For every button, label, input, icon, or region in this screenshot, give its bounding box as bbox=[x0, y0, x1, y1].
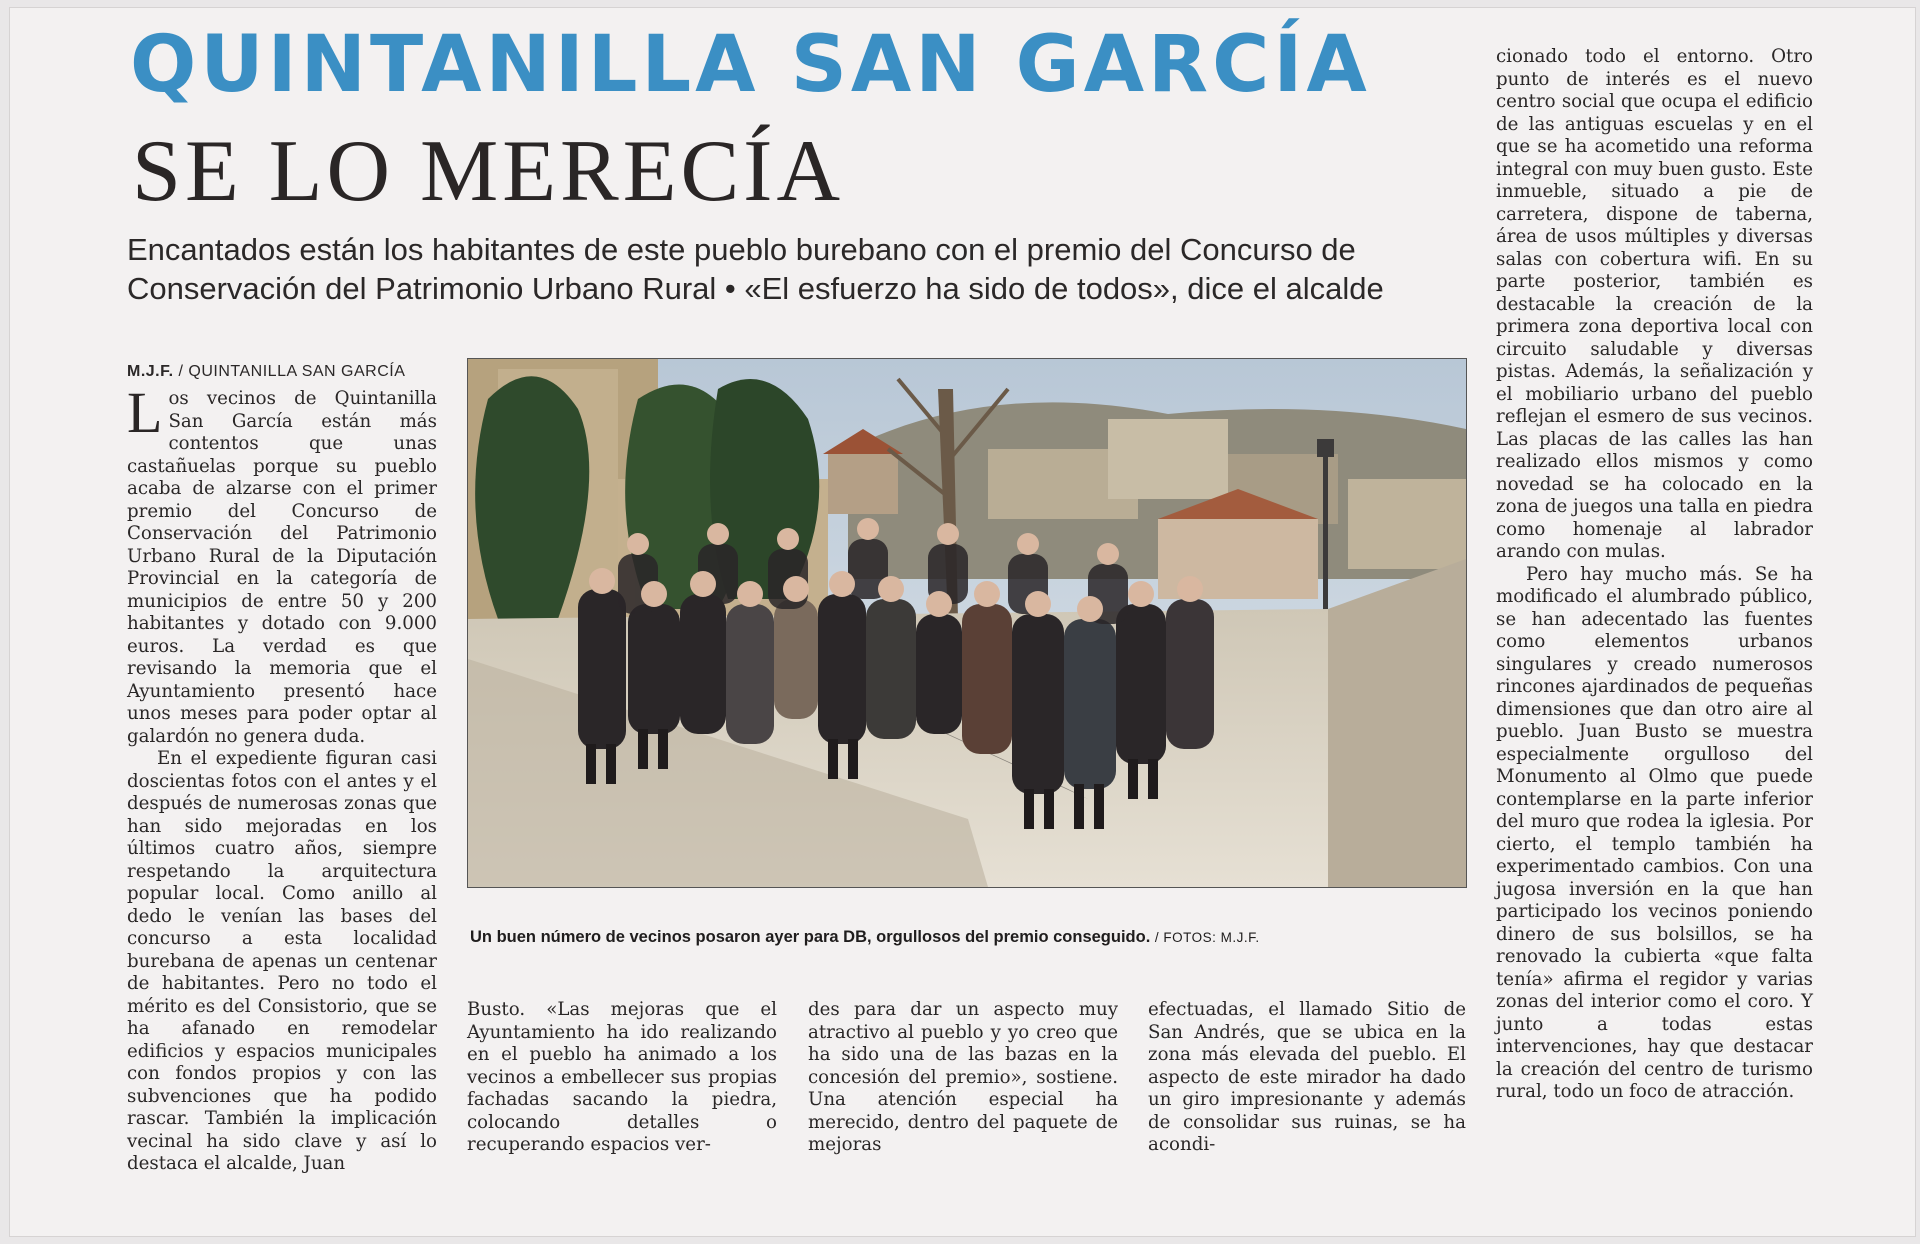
column-1-paragraph-2: En el expediente figuran casi doscientas fotos con el antes y el después de numerosas zonas que han sido mejoradas en los últimos cuatro años, siempre respetando la arquitectura popular local. Como anillo al dedo le venían las bases del concurso a esta localidad burebana de apenas un centenar de habitantes. Pero no todo el mérito es del Consistorio, que se ha afanado en remodelar edificios y espacios municipales con fondos propios y con las subvenciones que ha podido rascar. También la implicación vecinal ha sido clave y así lo destaca el alcalde, Juan bbox=[127, 748, 437, 1174]
column-2 bbox=[467, 999, 777, 1157]
subheadline: SE LO MERECÍA bbox=[132, 123, 844, 220]
column-5-paragraph-2: Pero hay mucho más. Se ha modificado el alumbrado público, se han adecentado las fuentes como elementos urbanos singulares y creado numerosos rincones ajardinados de pequeñas dimensiones que dan otro aire al pueblo. Juan Busto se muestra especialmente orgulloso del Monumento al Olmo que puede contemplarse en la parte inferior del muro que rodea la iglesia. Por cierto, el templo también ha experimentado cambios. Con una jugosa inversión en la que han participado los vecinos poniendo dinero de sus bolsillos, se ha renovado la cubierta «que falta tenía» afirma el regidor y varias zonas del interior como el coro. Y junto a todas estas intervenciones, hay que destacar la creación del centro de turismo rural, todo un foco de atracción. bbox=[1496, 563, 1813, 1102]
column-3 bbox=[808, 999, 1118, 1157]
column-1 bbox=[127, 380, 437, 1176]
caption-text: Un buen número de vecinos posaron ayer para DB, orgullosos del premio conseguido. bbox=[470, 928, 1151, 946]
photo-caption bbox=[470, 928, 1465, 947]
group-photo-illustration bbox=[468, 359, 1466, 887]
lede: Encantados están los habitantes de este pueblo burebano con el premio del Concurso de Conservación del Patrimonio Urbano Rural • «El esfuerzo ha sido de todos», dice el alcalde bbox=[127, 232, 1384, 306]
column-5 bbox=[1496, 46, 1813, 1104]
dropcap: L bbox=[127, 380, 163, 445]
column-2-paragraph: Busto. «Las mejoras que el Ayuntamiento ha ido realizando en el pueblo ha animado a los vecinos a embellecer sus propias fachadas sacando la piedra, colocando detalles o recuperando espacios ver- bbox=[467, 999, 777, 1155]
column-4-paragraph: efectuadas, el llamado Sitio de San Andrés, que se ubica en la zona más elevada del pueblo. El aspecto de este mirador ha dado un giro impresionante y además de consolidar sus ruinas, se ha acondi- bbox=[1148, 999, 1466, 1155]
column-1-paragraph-1 bbox=[127, 380, 437, 748]
column-4 bbox=[1148, 999, 1466, 1157]
column-5-paragraph-1: cionado todo el entorno. Otro punto de interés es el nuevo centro social que ocupa el edificio de las antiguas escuelas y en el que se ha acometido una reforma integral con muy buen gusto. Este inmueble, situado a pie de carretera, dispone de taberna, área de usos múltiples y diversas salas con cobertura wifi. En su parte posterior, también es destacable la creación de la primera zona deportiva local con circuito saludable y diversas pistas. Además, la señalización y el mobiliario urbano del pueblo reflejan el esmero de sus vecinos. Las placas de las calles las han realizado ellos mismos y como novedad se ha colocado en la zona de juegos una talla en piedra como homenaje al labrador arando con mulas. bbox=[1496, 46, 1814, 562]
byline-place: / QUINTANILLA SAN GARCÍA bbox=[178, 363, 406, 380]
caption-credit: / FOTOS: M.J.F. bbox=[1154, 930, 1260, 945]
column-1-paragraph-1-text: os vecinos de Quintanilla San García están más contentos que unas castañuelas porque su pueblo acaba de alzarse con el primer premio del Concurso de Conservación del Patrimonio Urbano Rural de la Diputación Provincial en la categoría de municipios de entre 50 y 200 habitantes y dotado con 9.000 euros. La verdad es que revisando la memoria que el Ayuntamiento presentó hace unos meses para poder optar al galardón no genera duda. bbox=[127, 388, 437, 747]
newspaper-page bbox=[10, 8, 1915, 1236]
column-3-paragraph: des para dar un aspecto muy atractivo al pueblo y yo creo que ha sido una de las bazas en la concesión del premio», sostiene. Una atención especial ha merecido, dentro del paquete de mejoras bbox=[808, 999, 1118, 1155]
byline-author: M.J.F. bbox=[127, 363, 174, 380]
headline: QUINTANILLA SAN GARCÍA bbox=[130, 20, 1371, 110]
group-photo bbox=[467, 358, 1467, 888]
byline bbox=[127, 363, 467, 381]
